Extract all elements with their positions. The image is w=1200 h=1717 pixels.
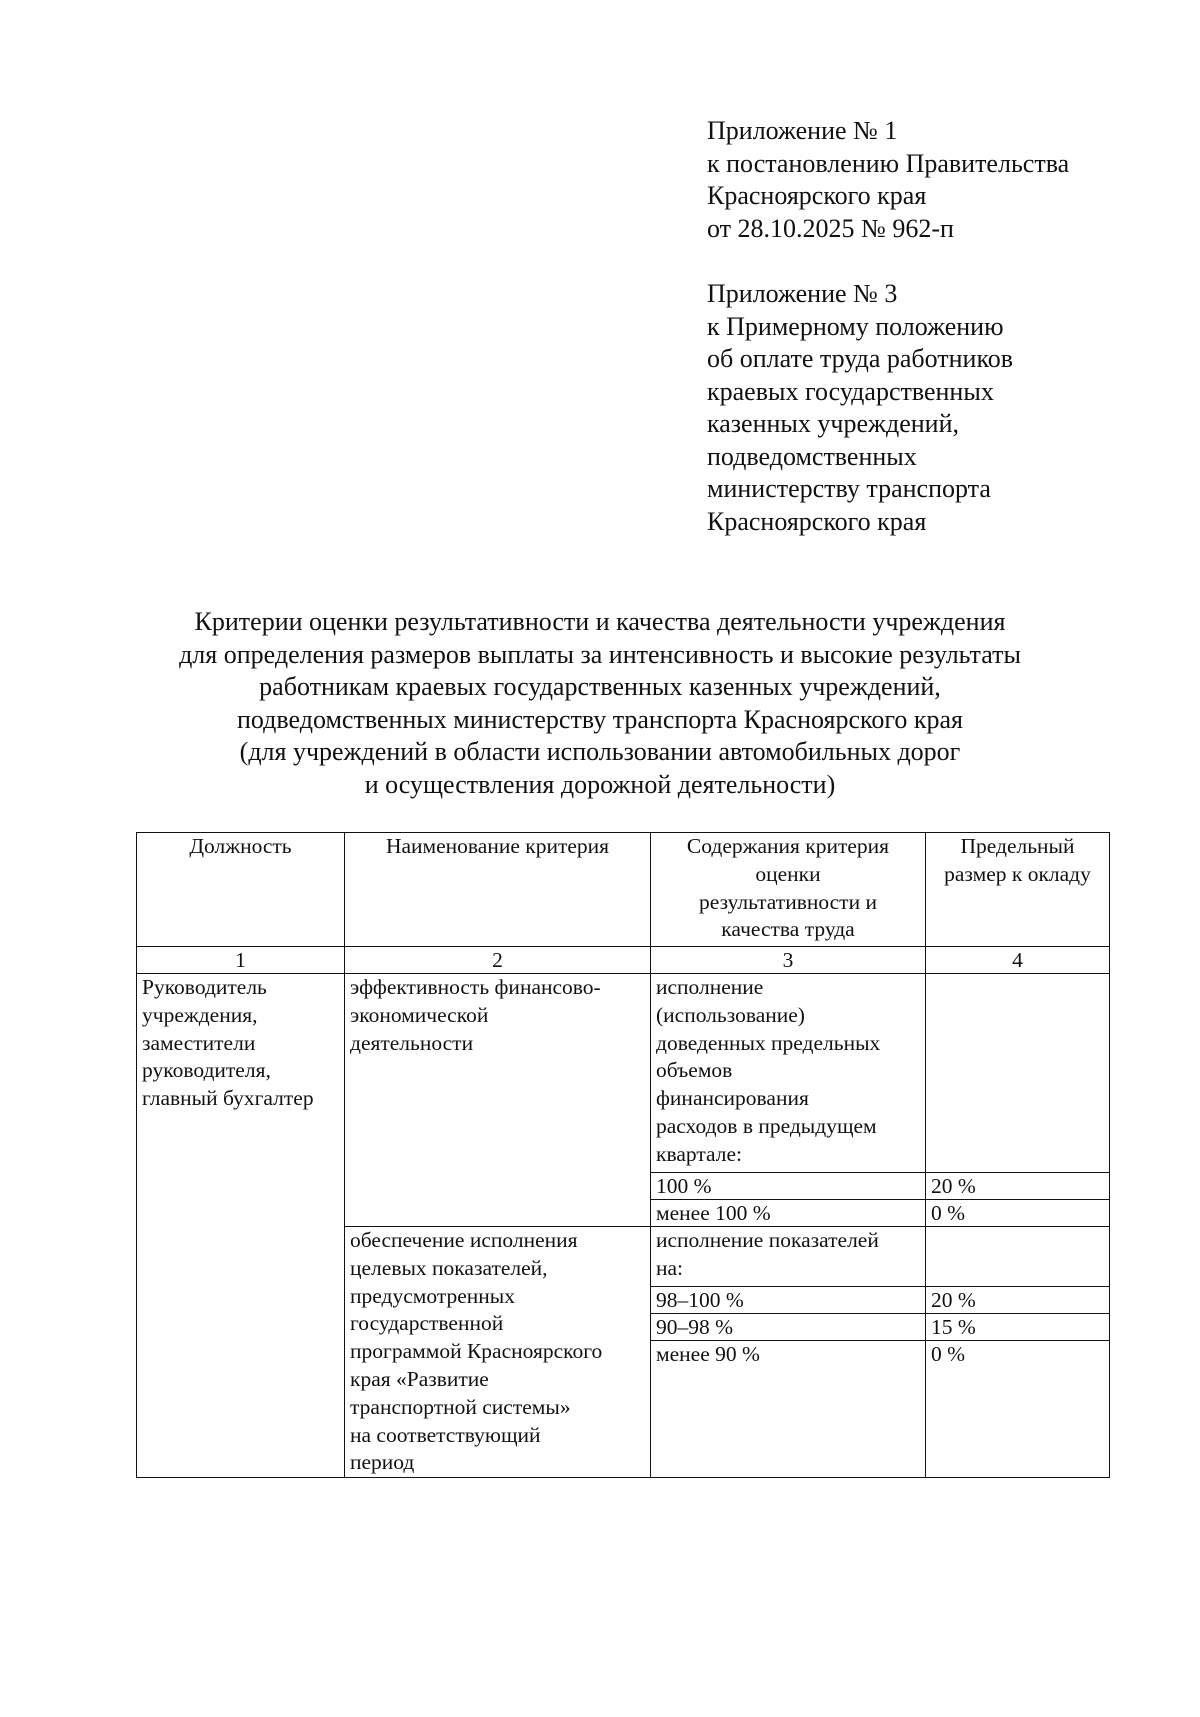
column-number: 1 [137,947,345,974]
annex-3-header [707,278,1013,538]
max-size-cell [926,1227,1110,1287]
title-line: подведомственных министерству транспорта Красноярского края [237,704,963,734]
annex-3-line: краевых государственных [707,376,994,406]
max-size-cell [926,974,1110,1173]
header-max-size: Предельный размер к окладу [926,833,1110,947]
title-line: и осуществления дорожной деятельности) [364,769,836,799]
max-size-cell: 0 % [926,1341,1110,1478]
annex-3-line: министерству транспорта [707,474,991,503]
header-criterion-content: Содержания критерия оценки результативности и качества труда [651,833,926,947]
table-row [137,974,1110,1173]
column-number-row [137,947,1110,974]
column-number: 4 [926,947,1110,974]
header-criterion-name: Наименование критерия [345,833,651,947]
criterion-content-cell: исполнение показателей на: [651,1227,926,1287]
max-size-cell: 15 % [926,1314,1110,1341]
annex-3-line: об оплате труда работников [707,344,1014,373]
annex-1-line: от 28.10.2025 № 962-п [707,213,954,243]
title-line: работникам краевых государственных казенных учреждений, [259,672,941,702]
title-line: (для учреждений в области использовании автомобильных дорог [239,737,961,767]
title-line: Критерии оценки результативности и качества деятельности учреждения [194,607,1006,636]
criterion-content-cell: исполнение (использование) доведенных предельных объемов финансирования расходов в предыдущем квартале: [651,974,926,1173]
condition-cell: 100 % [651,1173,926,1200]
condition-cell: менее 100 % [651,1200,926,1227]
max-size-cell: 20 % [926,1173,1110,1200]
position-cell: Руководитель учреждения, заместители руководителя, главный бухгалтер [137,974,345,1478]
title-line: для определения размеров выплаты за интенсивность и высокие результаты [179,639,1021,669]
column-number: 3 [651,947,926,974]
max-size-cell: 0 % [926,1200,1110,1227]
annex-1-header [707,115,1069,245]
condition-cell: 90–98 % [651,1314,926,1341]
annex-1-line: Приложение № 1 [707,116,898,145]
criterion-name-cell: обеспечение исполнения целевых показателей, предусмотренных государственной программой Красноярского края «Развитие транспортной системы» на соответствующий период [345,1227,651,1478]
annex-3-line: Приложение № 3 [707,279,898,308]
condition-cell: 98–100 % [651,1287,926,1314]
annex-3-line: казенных учреждений, [707,409,959,438]
annex-3-line: подведомственных [707,441,917,471]
condition-cell: менее 90 % [651,1341,926,1478]
column-number: 2 [345,947,651,974]
max-size-cell: 20 % [926,1287,1110,1314]
criteria-table [136,832,1110,1478]
table-header-row [137,833,1110,947]
document-title [100,606,1100,802]
annex-3-line: к Примерному положению [707,311,1004,341]
criterion-name-cell: эффективность финансово- экономической деятельности [345,974,651,1227]
annex-3-line: Красноярского края [707,506,927,536]
annex-1-line: к постановлению Правительства [707,148,1070,178]
annex-1-line: Красноярского края [707,181,927,210]
header-position: Должность [137,833,345,947]
